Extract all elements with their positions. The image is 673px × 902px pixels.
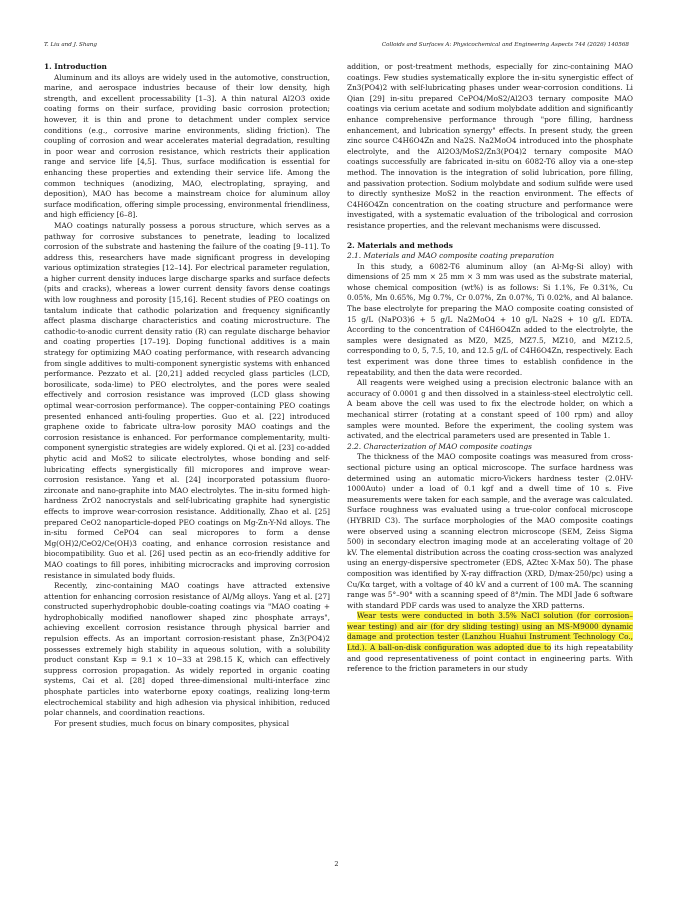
materials-paragraph-2: All reagents were weighed using a precision electronic balance with an accuracy of 0.0001 g and then dissolved in a stainless-steel electrolytic cell. A beam above the cell was used to fix the electrode holder, on which a mechanical stirrer (rotating at a constant speed of 100 rpm) and alloy samples were mounted. Before the experiment, the cooling system was activated, and the electrical parameters used are presented in Table 1.: [347, 378, 633, 441]
page-number: 2: [334, 860, 339, 868]
header-authors: T. Liu and J. Shang: [44, 42, 97, 48]
intro-paragraph-3: Recently, zinc-containing MAO coatings have attracted extensive attention for enhancing corrosion resistance of Al/Mg alloys. Yang et al. [27] constructed superhydrophobic double-coating coatings via "MAO coating + hydrophobically modified nanoflower shaped zinc phosphate arrays", achieving excellent corrosion resistance through physical barrier and repulsion effects. As an important corrosion-resistant phase, Zn3(PO4)2 possesses extremely high stability in aqueous solution, with a solubility product constant Ksp = 9.1 × 10−33 at 298.15 K, which can effectively suppress corrosion propagation. As widely reported in organic coating systems, Cai et al. [28] doped three-dimensional multi-interface zinc phosphate particles into waterborne epoxy coatings, realizing long-term electrochemical stability and high adhesion via physical inhibition, reduced polar channels, and coordination reactions.: [44, 581, 330, 718]
left-column: [44, 62, 330, 729]
materials-paragraph-1: In this study, a 6082-T6 aluminum alloy (an Al-Mg-Si alloy) with dimensions of 25 mm × 25 mm × 3 mm was used as the substrate material, whose chemical composition (wt%) is as follows: Si 1.1%, Fe 0.31%, Cu 0.05%, Mn 0.65%, Mg 0.7%, Cr 0.07%, Zn 0.07%, Ti 0.02%, and Al balance. The base electrolyte for preparing the MAO composite coating consisted of 15 g/L (NaPO3)6 + 5 g/L Na2MoO4 + 10 g/L Na2S + 10 g/L EDTA. According to the concentration of C4H6O4Zn added to the electrolyte, the samples were designated as MZ0, MZ5, MZ7.5, MZ10, and MZ12.5, corresponding to 0, 5, 7.5, 10, and 12.5 g/L of C4H6O4Zn, respectively. Each test experiment was done three times to establish confidence in the repeatability, and then the data were recorded.: [347, 261, 633, 377]
intro-paragraph-continued: addition, or post-treatment methods, especially for zinc-containing MAO coatings. Few studies systematically explore the in-situ synergistic effect of Zn3(PO4)2 with self-lubricating phases under wear-corrosion conditions. Li Qian [29] in-situ prepared CePO4/MoS2/Al2O3 ternary composite MAO coatings via cerium acetate and sodium molybdate addition and significantly enhance comprehensive performance through "pore filling, hardness enhancement, and lubrication synergy" effects. In present study, the green zinc source C4H6O4Zn and Na2S. Na2MoO4 introduced into the phosphate electrolyte, and the Al2O3/MoS2/Zn3(PO4)2 ternary composite MAO coatings successfully are fabricated in-situ on 6082-T6 alloy via a one-step method. The innovation is the integration of solid lubrication, pore filling, and passivation protection. Sodium molybdate and sodium sulfide were used to directly synthesize MoS2 in the reaction environment. The effects of C4H6O4Zn concentration on the coating structure and performance were investigated, with a systematic evaluation of the tribological and corrosion resistance properties, and the relevant mechanisms were discussed.: [347, 62, 633, 230]
characterization-paragraph-1: The thickness of the MAO composite coatings was measured from cross-sectional picture using an optical microscope. The surface hardness was determined using an automatic micro-Vickers hardness tester (2.0HV-1000Auto) under a load of 0.1 kgf and a dwell time of 10 s. Five measurements were taken for each sample, and the average was calculated. Surface roughness was evaluated using a true-color confocal microscope (HYBRID C3). The surface morphologies of the MAO composite coatings were observed using a scanning electron microscope (SEM, Zeiss Sigma 500) in secondary electron imaging mode at an accelerating voltage of 20 kV. The elemental distribution across the coating cross-section was analyzed using an energy-dispersive spectrometer (EDS, AZtec X-Max 50). The phase composition was identified by X-ray diffraction (XRD, D/max-250/pc) using a Cu/Kα target, with a voltage of 40 kV and a current of 100 mA. The scanning range was 5°–90° with a scanning speed of 8°/min. The MDI Jade 6 software with standard PDF cards was used to analyze the XRD patterns.: [347, 452, 633, 610]
header-journal: Colloids and Surfaces A: Physicochemical and Engineering Aspects 744 (2026) 140568: [381, 42, 629, 48]
paragraph-rest: its high repeatability and good representativeness of point contact in engineering parts. With reference to the friction parameters in our study: [347, 643, 633, 674]
characterization-paragraph-2: [347, 611, 633, 675]
highlighted-text[interactable]: Wear tests were conducted in both 3.5% NaCl solution (for corrosion–wear testing) and air (for dry sliding testing) using an MS-M9000 dynamic damage and protection tester (Lanzhou Huahui Instrument Technology Co., Ltd.). A ball-on-disk configuration was adopted due to: [347, 611, 633, 653]
section-heading-introduction: 1. Introduction: [44, 62, 107, 71]
intro-paragraph-4: For present studies, much focus on binary composites, physical: [54, 718, 290, 728]
subsection-heading-2-1: 2.1. Materials and MAO composite coating preparation: [347, 251, 555, 261]
right-column: [347, 62, 633, 675]
running-header: [44, 42, 629, 52]
section-heading-materials: 2. Materials and methods: [347, 240, 453, 250]
subsection-heading-2-2: 2.2. Characterization of MAO composite coatings: [347, 441, 532, 451]
intro-paragraph-2: MAO coatings naturally possess a porous structure, which serves as a pathway for corrosive substances to penetrate, leading to localized corrosion of the substrate and hastening the failure of the coating [9–11]. To address this, researchers have made significant progress in developing various optimization strategies [12–14]. For electrical parameter regulation, a higher current density induces large discharge sparks and surface defects (pits and cracks), whereas a lower current density favors dense coatings with low roughness and porosity [15,16]. Recent studies of PEO coatings on tantalum indicate that cathodic polarization and frequency significantly affect plasma discharge characteristics and coating microstructure. The cathodic-to-anodic current density ratio (R) can regulate discharge behavior and coating properties [17–19]. Doping functional additives is a main strategy for optimizing MAO coating performance, with research advancing from single additives to multi-component synergistic systems with enhanced performance. Pezzato et al. [20,21] added recycled glass particles (LCD, borosilicate, soda-lime) to PEO electrolytes, and the pores were sealed effectively and corrosion resistance was improved (LCD glass showing optimal wear-corrosion performance). The copper-containing PEO coatings presented enhanced anti-fouling properties. Guo et al. [22] introduced graphene oxide to fabricate ultra-low porosity MAO coatings and the corrosion resistance is enhanced. For performance complementarity, multi-component synergistic strategies are widely explored. Qi et al. [23] co-added phytic acid and MoS2 to silicate electrolytes, whose bonding and self-lubricating effects synergistically fill micropores and improve wear-corrosion resistance. Yang et al. [24] incorporated potassium fluoro-zirconate and nano-graphite into MAO electrolytes. The in-situ formed high-hardness ZrO2 nanocrystals and self-lubricating graphite had synergistic effects to improve wear-corrosion resistance. Additionally, Zhao et al. [25] prepared CeO2 nanoparticle-doped PEO coatings on Mg-Zn-Y-Nd alloys. The in-situ formed CePO4 can seal micropores to form a dense Mg(OH)2/CeO2/Ce(OH)3 coating, and enhance corrosion resistance and biocompatibility. Guo et al. [26] used pectin as an eco-friendly additive for MAO coatings to fill pores, inhibiting microcracks and improving corrosion resistance in simulated body fluids.: [44, 220, 330, 580]
intro-paragraph-1: Aluminum and its alloys are widely used in the automotive, construction, marine, and aerospace industries because of their low density, high strength, and excellent processability [1–3]. A thin natural Al2O3 oxide coating forms on their surface, providing basic corrosion protection; however, it is thin and prone to detachment under complex service conditions (e.g., corrosive marine environments, sliding friction). The coupling of corrosion and wear accelerates material degradation, resulting in poor wear and corrosion resistance, which restricts their application range and service life [4,5]. Thus, surface modification is essential for enhancing these properties and extending their service life. Among the common techniques (anodizing, MAO, electroplating, spraying, and deposition), MAO has become a mainstream choice for aluminum alloy surface modification, offering simple processing, environmental friendliness, and high efficiency [6–8].: [44, 72, 330, 220]
